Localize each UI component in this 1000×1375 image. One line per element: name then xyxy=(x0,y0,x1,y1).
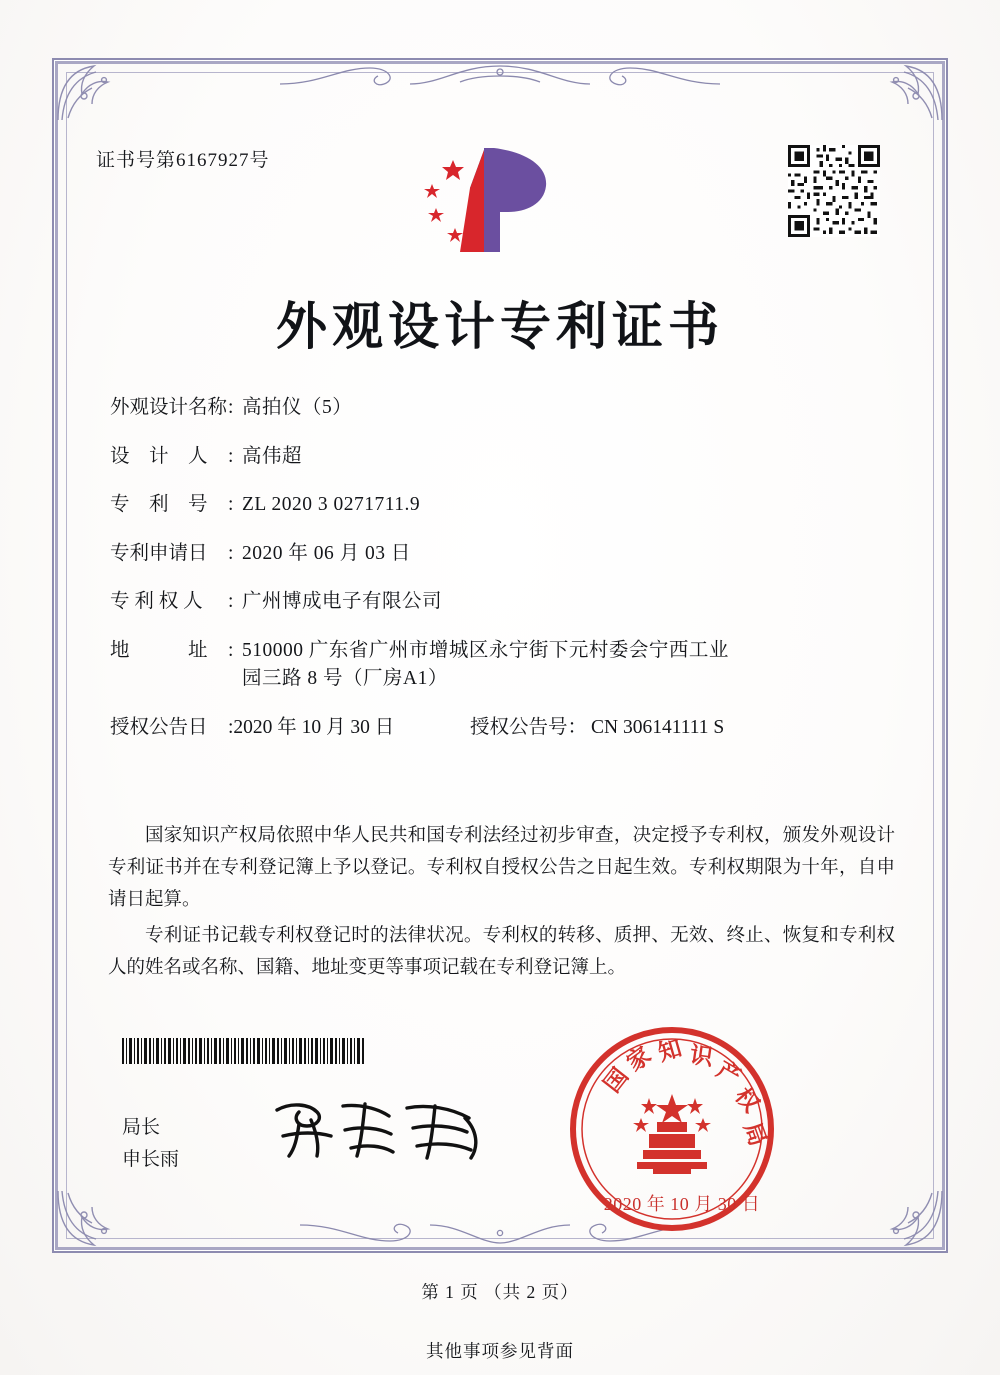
field-application-date xyxy=(110,544,890,564)
corner-ornament-top-right xyxy=(868,60,946,124)
field-application-date-label: 专利申请日 xyxy=(110,542,208,564)
signature-title-label: 局长 xyxy=(122,1117,161,1138)
border-flourish-top xyxy=(280,58,720,98)
field-address-value xyxy=(242,641,890,689)
field-address xyxy=(110,641,890,689)
field-list xyxy=(110,398,890,743)
legal-paragraph-2: 专利证书记载专利权登记时的法律状况。专利权的转移、质押、无效、终止、恢复和专利权人的姓名或名称、国籍、地址变更等事项记载在专利登记簿上。 xyxy=(108,926,895,978)
field-designer-value: 高伟超 xyxy=(242,445,303,467)
field-grant-number xyxy=(470,718,890,738)
field-grant-date xyxy=(110,718,470,738)
signature-block xyxy=(122,1112,179,1176)
qr-code xyxy=(788,145,880,237)
handwritten-signature xyxy=(265,1090,495,1170)
field-application-date-colon: : xyxy=(228,542,234,564)
field-address-line1: 510000 广东省广州市增城区永宁街下元村委会宁西工业 xyxy=(242,639,729,661)
svg-text:权: 权 xyxy=(729,1082,765,1118)
seal-date: 2020 年 10 月 30 日 xyxy=(603,1194,761,1214)
field-patent-number-label: 专 利 号 xyxy=(110,494,208,515)
certificate-number: 证书号第6167927号 xyxy=(96,150,270,171)
field-address-line2: 园三路 8 号（厂房A1） xyxy=(242,668,448,689)
signature-name-label: 申长雨 xyxy=(122,1149,180,1170)
back-note: 其他事项参见背面 xyxy=(426,1341,574,1361)
field-grant-date-label: 授权公告日 xyxy=(110,716,208,738)
corner-ornament-top-left xyxy=(54,60,132,124)
field-designer xyxy=(110,447,890,467)
field-application-date-value: 2020 年 06 月 03 日 xyxy=(242,542,411,564)
field-patent-number xyxy=(110,495,890,515)
field-design-name-colon: : xyxy=(228,397,234,418)
field-design-name-label: 外观设计名称 xyxy=(110,397,228,418)
svg-text:知: 知 xyxy=(655,1034,685,1067)
corner-ornament-bottom-left xyxy=(54,1187,132,1251)
field-patent-number-value: ZL 2020 3 0271711.9 xyxy=(242,494,421,515)
corner-ornament-bottom-right xyxy=(868,1187,946,1251)
legal-paragraph-1: 国家知识产权局依照中华人民共和国专利法经过初步审查，决定授予专利权，颁发外观设计专利证书并在专利登记簿上予以登记。专利权自授权公告之日起生效。专利权期限为十年，自申请日起算。 xyxy=(108,826,895,910)
field-patentee-colon: : xyxy=(228,591,234,612)
page-indicator: 第 1 页 （共 2 页） xyxy=(421,1282,579,1302)
svg-text:家: 家 xyxy=(621,1041,657,1077)
svg-text:国: 国 xyxy=(598,1062,634,1098)
svg-text:局: 局 xyxy=(738,1118,772,1150)
svg-text:产: 产 xyxy=(712,1055,746,1091)
field-grant-row xyxy=(110,718,890,738)
field-address-colon: : xyxy=(228,639,234,661)
field-grant-number-value: CN 306141111 S xyxy=(591,716,725,738)
legal-text xyxy=(108,820,895,988)
page-title: 外观设计专利证书 xyxy=(275,297,724,357)
barcode xyxy=(122,1038,367,1064)
svg-text:识: 识 xyxy=(688,1041,715,1072)
field-patent-number-colon: : xyxy=(228,494,234,515)
field-designer-colon: : xyxy=(228,445,234,467)
field-address-label: 地 址 xyxy=(110,639,208,661)
field-grant-date-value: 2020 年 10 月 30 日 xyxy=(233,716,395,738)
field-design-name xyxy=(110,398,890,418)
field-patentee-label: 专 利 权 人 xyxy=(110,591,203,612)
field-design-name-value: 高拍仪（5） xyxy=(242,397,353,418)
field-patentee xyxy=(110,592,890,612)
field-grant-number-label: 授权公告号： xyxy=(470,716,588,738)
field-designer-label: 设 计 人 xyxy=(110,445,208,467)
field-patentee-value: 广州博成电子有限公司 xyxy=(242,591,443,612)
cnipa-logo-icon xyxy=(408,140,573,260)
field-grant-date-colon: : xyxy=(228,716,234,738)
